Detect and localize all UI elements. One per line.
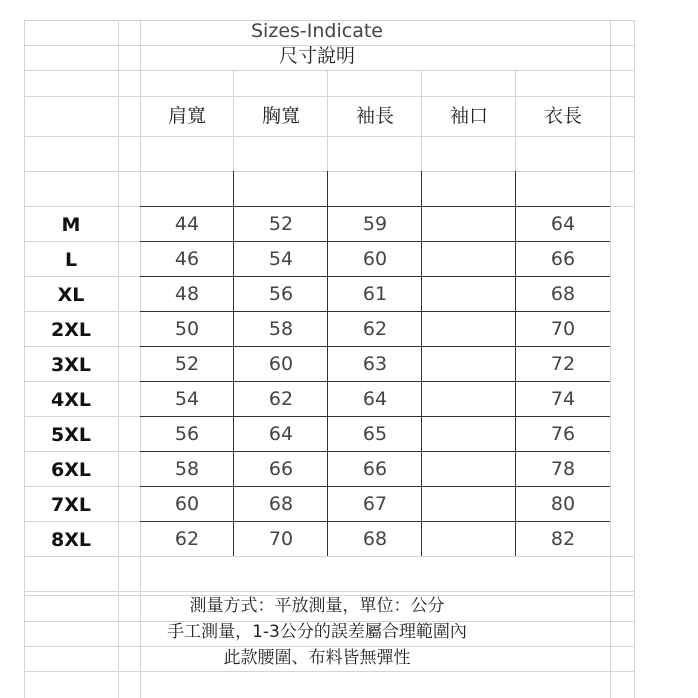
table-cell: 78	[550, 458, 576, 480]
table-cell: 66	[268, 458, 294, 480]
size-label: 5XL	[51, 424, 91, 446]
note-line: 此款腰圍、布料皆無彈性	[223, 648, 411, 668]
table-cell: 60	[268, 353, 294, 375]
table-cell: 63	[362, 353, 388, 375]
table-cell: 72	[550, 353, 576, 375]
table-cell: 68	[268, 493, 294, 515]
table-cell: 65	[362, 423, 388, 445]
table-cell: 64	[362, 388, 388, 410]
table-cell: 82	[550, 528, 576, 550]
column-header: 胸寬	[261, 105, 300, 127]
table-cell: 52	[174, 353, 200, 375]
column-header: 肩寬	[167, 105, 206, 127]
note-line: 手工測量，1-3公分的誤差屬合理範圍內	[167, 622, 467, 642]
size-label: 7XL	[51, 494, 91, 516]
size-label: 2XL	[51, 319, 91, 341]
table-cell: 62	[268, 388, 294, 410]
size-label: 4XL	[51, 389, 91, 411]
table-cell: 80	[550, 493, 576, 515]
page-title: Sizes-Indicate	[251, 20, 383, 42]
table-cell: 56	[268, 283, 294, 305]
table-cell: 70	[550, 318, 576, 340]
table-cell: 58	[268, 318, 294, 340]
size-label: M	[61, 214, 81, 236]
table-cell: 60	[174, 493, 200, 515]
table-cell: 48	[174, 283, 200, 305]
table-cell: 52	[268, 213, 294, 235]
table-cell: 54	[174, 388, 200, 410]
table-cell: 64	[268, 423, 294, 445]
table-cell: 74	[550, 388, 576, 410]
table-cell: 58	[174, 458, 200, 480]
table-cell: 59	[362, 213, 388, 235]
table-cell: 68	[550, 283, 576, 305]
table-cell: 50	[174, 318, 200, 340]
column-header: 袖口	[449, 105, 488, 127]
table-cell: 76	[550, 423, 576, 445]
size-label: XL	[57, 284, 85, 306]
size-label: 8XL	[51, 529, 91, 551]
page-subtitle: 尺寸說明	[278, 45, 355, 67]
table-cell: 66	[550, 248, 576, 270]
table-cell: 64	[550, 213, 576, 235]
table-cell: 66	[362, 458, 388, 480]
table-cell: 67	[362, 493, 388, 515]
size-label: 6XL	[51, 459, 91, 481]
size-label: 3XL	[51, 354, 91, 376]
column-header: 衣長	[543, 105, 582, 127]
note-line: 測量方式：平放測量，單位：公分	[189, 596, 445, 616]
column-header: 袖長	[355, 105, 394, 127]
table-cell: 56	[174, 423, 200, 445]
table-cell: 44	[174, 213, 200, 235]
table-cell: 62	[174, 528, 200, 550]
table-cell: 70	[268, 528, 294, 550]
table-cell: 54	[268, 248, 294, 270]
size-label: L	[64, 249, 78, 271]
table-cell: 60	[362, 248, 388, 270]
table-cell: 68	[362, 528, 388, 550]
table-cell: 46	[174, 248, 200, 270]
table-cell: 61	[362, 283, 388, 305]
table-cell: 62	[362, 318, 388, 340]
